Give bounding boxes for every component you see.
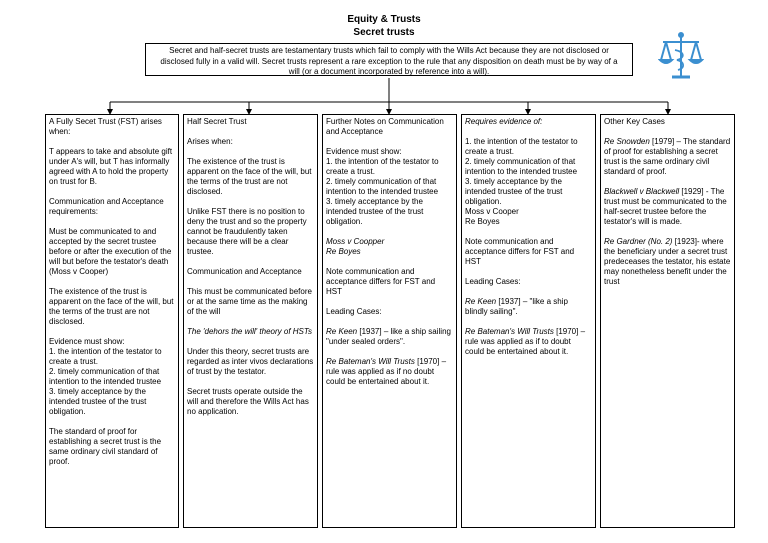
fully-secret-trust-box (45, 114, 179, 528)
evidence-list (465, 137, 592, 227)
hst-communication-heading: Communication and Acceptance (187, 267, 302, 276)
notes-case-keen (326, 327, 453, 347)
case-detail: [1923]- where the beneficiary under a secret trust predeceases the testator, his estate may nonetheless benefit under the trust (604, 237, 731, 286)
list-item: 1. the intention of the testator to create a trust. (326, 157, 439, 176)
case-boyes: Re Boyes (326, 247, 361, 256)
notes-case-list (326, 237, 453, 257)
case-name: Re Snowden (604, 137, 650, 146)
case-blackwell (604, 187, 731, 227)
hst-wills-act-note: Secret trusts operate outside the will and therefore the Wills Act has no application. (187, 387, 309, 416)
hst-definition: The existence of the trust is apparent on the face of the will, but the terms of the trust are not disclosed. (187, 157, 312, 196)
case-snowden (604, 137, 731, 177)
evidence-leading-cases-heading: Leading Cases: (465, 277, 521, 286)
hst-heading: Half Secret Trust (187, 117, 247, 126)
case-name: Re Keen (465, 297, 497, 306)
evidence-case-keen (465, 297, 592, 317)
fst-evidence-heading: Evidence must show: (49, 337, 125, 346)
list-item: 3. timely acceptance by the intended trustee of the trust obligation. (465, 177, 563, 206)
evidence-difference: Note communication and acceptance differs for FST and HST (465, 237, 575, 266)
list-item: 2. timely communication of that intention to the intended trustee (326, 177, 439, 196)
half-secret-trust-box (183, 114, 318, 528)
case-gardner (604, 237, 731, 287)
other-key-cases-box (600, 114, 735, 528)
notes-evidence-list (326, 157, 453, 227)
notes-evidence-heading: Evidence must show: (326, 147, 402, 156)
evidence-case-bateman (465, 327, 592, 357)
further-notes-box (322, 114, 457, 528)
case-detail: [1937] – "like a ship blindly sailing". (465, 297, 568, 316)
page-subtitle: Secret trusts (353, 27, 415, 38)
hst-dehors-theory: Under this theory, secret trusts are regarded as inter vivos declarations of trust by the testator. (187, 347, 314, 376)
fst-standard-of-proof: The standard of proof for establishing a secret trust is the same ordinary civil standard of proof. (49, 427, 162, 466)
list-item: Re Boyes (465, 217, 500, 226)
case-moss: Moss v Coopper (326, 237, 385, 246)
notes-difference: Note communication and acceptance differs for FST and HST (326, 267, 436, 296)
fst-evidence-list (49, 347, 175, 417)
fst-existence-note: The existence of the trust is apparent on the face of the will, but the terms of the trust are not disclosed. (49, 287, 174, 326)
list-item: 1. the intention of the testator to create a trust. (465, 137, 578, 156)
list-item: 1. the intention of the testator to create a trust. (49, 347, 162, 366)
case-name: Re Keen (326, 327, 358, 336)
case-name: Re Gardner (No. 2) (604, 237, 673, 246)
evidence-heading: Requires evidence of: (465, 117, 543, 126)
case-detail: [1979] – The standard of proof for establishing a secret trust is the same ordinary civil standard of proof. (604, 137, 731, 176)
scales-of-justice-icon (658, 32, 704, 80)
list-item: 2. timely communication of that intention to the intended trustee (49, 367, 162, 386)
case-name: Re Bateman's Will Trusts (326, 357, 415, 366)
case-detail: [1937] – like a ship sailing "under sealed orders". (326, 327, 451, 346)
fst-requirements-heading: Communication and Acceptance requirements: (49, 197, 164, 216)
notes-leading-cases-heading: Leading Cases: (326, 307, 382, 316)
case-detail: [1970] – rule was applied as if to doubt could be entertained about it. (465, 327, 586, 356)
fst-heading: A Fully Secet Trust (FST) arises when: (49, 117, 162, 136)
notes-heading: Further Notes on Communication and Acceptance (326, 117, 444, 136)
fst-definition: T appears to take and absolute gift under A's will, but T has informally agreed with A to hold the property on trust for B. (49, 147, 173, 186)
notes-case-bateman (326, 357, 453, 387)
list-item: Moss v Cooper (465, 207, 519, 216)
list-item: 3. timely acceptance by the intended trustee of the trust obligation. (326, 197, 424, 226)
cases-heading: Other Key Cases (604, 117, 665, 126)
case-detail: [1970] – rule was applied as if no doubt could be entertained about it. (326, 357, 447, 386)
requires-evidence-box (461, 114, 596, 528)
page-title: Equity & Trusts (347, 14, 421, 25)
hst-comparison: Unlike FST there is no position to deny the trust and so the property cannot be fraudulently taken because there will be a clear trustee. (187, 207, 307, 256)
intro-box: Secret and half-secret trusts are testamentary trusts which fail to comply with the Wills Act because they are not disclosed or disclosed fully in a valid will. Secret trusts represent a rare exception to the rule that any disposition on death must be by way of a will (or a document incorporated by reference into a will). (145, 43, 633, 76)
list-item: 2. timely communication of that intention to the intended trustee (465, 157, 578, 176)
hst-communication-rule: This must be communicated before or at the same time as the making of the will (187, 287, 312, 316)
case-name: Blackwell v Blackwell (604, 187, 680, 196)
case-detail: [1929] - The trust must be communicated to the half-secret trustee before the testator's will is made. (604, 187, 727, 226)
fst-communication-rule: Must be communicated to and accepted by the secret trustee before or after the execution of the will but before the testator's death (Moss v Cooper) (49, 227, 172, 276)
hst-arises-when: Arises when: (187, 137, 233, 146)
list-item: 3. timely acceptance by the intended trustee of the trust obligation. (49, 387, 147, 416)
case-name: Re Bateman's Will Trusts (465, 327, 554, 336)
hst-dehors-heading: The 'dehors the will' theory of HSTs (187, 327, 313, 336)
